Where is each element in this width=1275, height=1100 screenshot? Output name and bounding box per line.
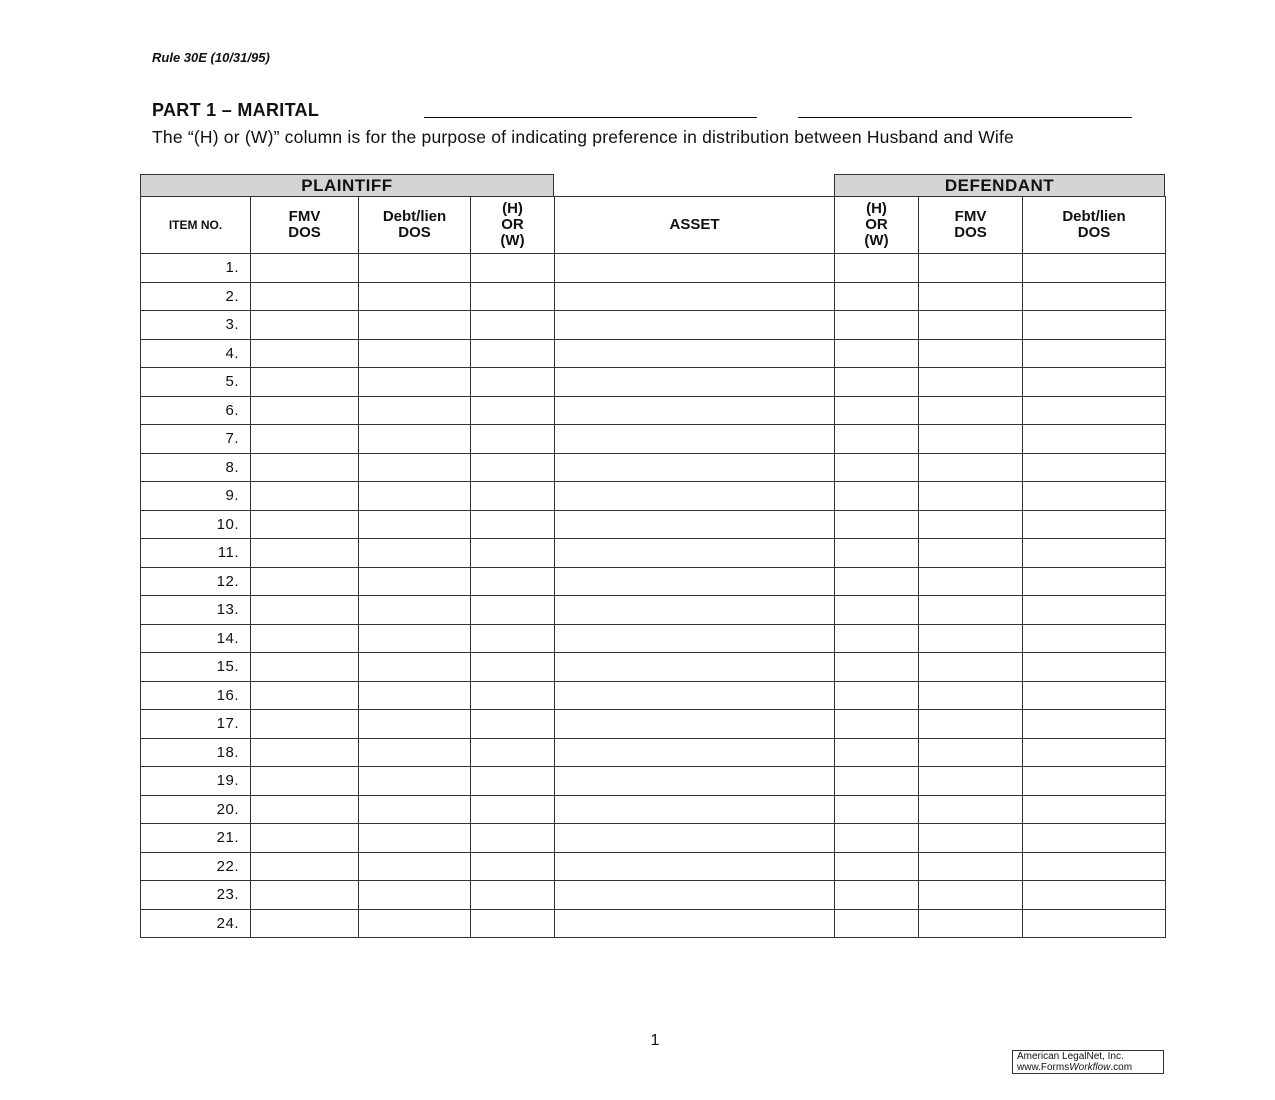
plaintiff-hw-cell[interactable]	[471, 852, 555, 881]
item-number: 9.	[141, 482, 251, 511]
table-row	[141, 425, 1166, 454]
plaintiff-fmv-cell[interactable]	[251, 510, 359, 539]
plaintiff-hw-cell[interactable]	[471, 254, 555, 283]
plaintiff-debt-cell[interactable]	[359, 453, 471, 482]
asset-cell[interactable]	[555, 795, 835, 824]
item-number: 17.	[141, 710, 251, 739]
page-number: 1	[650, 1032, 660, 1049]
plaintiff-fmv-cell[interactable]	[251, 425, 359, 454]
item-number: 20.	[141, 795, 251, 824]
plaintiff-hw-cell[interactable]	[471, 596, 555, 625]
item-number: 23.	[141, 881, 251, 910]
plaintiff-hw-cell[interactable]	[471, 368, 555, 397]
asset-cell[interactable]	[555, 596, 835, 625]
plaintiff-hw-cell[interactable]	[471, 539, 555, 568]
plaintiff-hw-cell[interactable]	[471, 824, 555, 853]
asset-cell[interactable]	[555, 681, 835, 710]
plaintiff-debt-cell[interactable]	[359, 624, 471, 653]
defendant-debt-cell[interactable]	[1023, 425, 1166, 454]
col-defendant-hw: (H) OR (W)	[835, 197, 919, 254]
defendant-debt-cell[interactable]	[1023, 795, 1166, 824]
plaintiff-hw-cell[interactable]	[471, 624, 555, 653]
defendant-debt-cell[interactable]	[1023, 396, 1166, 425]
plaintiff-fmv-cell[interactable]	[251, 852, 359, 881]
plaintiff-hw-cell[interactable]	[471, 767, 555, 796]
defendant-debt-cell[interactable]	[1023, 339, 1166, 368]
asset-cell[interactable]	[555, 653, 835, 682]
table-row	[141, 539, 1166, 568]
plaintiff-fmv-cell[interactable]	[251, 311, 359, 340]
defendant-debt-cell[interactable]	[1023, 596, 1166, 625]
defendant-debt-cell[interactable]	[1023, 482, 1166, 511]
defendant-fmv-cell[interactable]	[919, 738, 1023, 767]
plaintiff-debt-cell[interactable]	[359, 795, 471, 824]
table-row	[141, 710, 1166, 739]
asset-table	[140, 196, 1166, 938]
plaintiff-hw-cell[interactable]	[471, 339, 555, 368]
defendant-debt-cell[interactable]	[1023, 510, 1166, 539]
defendant-hw-cell[interactable]	[835, 311, 919, 340]
plaintiff-fmv-cell[interactable]	[251, 767, 359, 796]
asset-cell[interactable]	[555, 510, 835, 539]
table-row	[141, 881, 1166, 910]
plaintiff-hw-cell[interactable]	[471, 282, 555, 311]
item-number: 7.	[141, 425, 251, 454]
plaintiff-fmv-cell[interactable]	[251, 710, 359, 739]
asset-cell[interactable]	[555, 339, 835, 368]
item-number: 16.	[141, 681, 251, 710]
defendant-fmv-cell[interactable]	[919, 767, 1023, 796]
asset-cell[interactable]	[555, 254, 835, 283]
plaintiff-debt-cell[interactable]	[359, 852, 471, 881]
plaintiff-hw-cell[interactable]	[471, 567, 555, 596]
defendant-debt-cell[interactable]	[1023, 738, 1166, 767]
item-number: 19.	[141, 767, 251, 796]
defendant-debt-cell[interactable]	[1023, 567, 1166, 596]
publisher-name: American LegalNet, Inc.	[1017, 1051, 1124, 1062]
defendant-fmv-cell[interactable]	[919, 510, 1023, 539]
defendant-hw-cell[interactable]	[835, 396, 919, 425]
plaintiff-hw-cell[interactable]	[471, 453, 555, 482]
defendant-debt-cell[interactable]	[1023, 881, 1166, 910]
plaintiff-debt-cell[interactable]	[359, 510, 471, 539]
plaintiff-debt-cell[interactable]	[359, 653, 471, 682]
defendant-hw-cell[interactable]	[835, 453, 919, 482]
defendant-hw-cell[interactable]	[835, 824, 919, 853]
defendant-fmv-cell[interactable]	[919, 539, 1023, 568]
plaintiff-debt-cell[interactable]	[359, 425, 471, 454]
item-number: 22.	[141, 852, 251, 881]
asset-cell[interactable]	[555, 282, 835, 311]
plaintiff-debt-cell[interactable]	[359, 254, 471, 283]
item-number: 2.	[141, 282, 251, 311]
plaintiff-fmv-cell[interactable]	[251, 824, 359, 853]
table-row	[141, 339, 1166, 368]
column-header-row	[141, 197, 1166, 254]
defendant-hw-cell[interactable]	[835, 254, 919, 283]
plaintiff-debt-cell[interactable]	[359, 368, 471, 397]
table-row	[141, 596, 1166, 625]
plaintiff-fmv-cell[interactable]	[251, 539, 359, 568]
defendant-fmv-cell[interactable]	[919, 254, 1023, 283]
defendant-fmv-cell[interactable]	[919, 824, 1023, 853]
asset-cell[interactable]	[555, 624, 835, 653]
plaintiff-debt-cell[interactable]	[359, 710, 471, 739]
plaintiff-fmv-cell[interactable]	[251, 624, 359, 653]
defendant-hw-cell[interactable]	[835, 681, 919, 710]
defendant-debt-cell[interactable]	[1023, 539, 1166, 568]
defendant-hw-cell[interactable]	[835, 653, 919, 682]
plaintiff-debt-cell[interactable]	[359, 482, 471, 511]
defendant-header: DEFENDANT	[834, 174, 1165, 197]
item-number: 11.	[141, 539, 251, 568]
asset-cell[interactable]	[555, 482, 835, 511]
item-number: 8.	[141, 453, 251, 482]
instructions-text: The “(H) or (W)” column is for the purpose of indicating preference in distribution between Husband and Wife	[152, 127, 1014, 147]
table-row	[141, 767, 1166, 796]
item-number: 12.	[141, 567, 251, 596]
defendant-debt-cell[interactable]	[1023, 311, 1166, 340]
defendant-fmv-cell[interactable]	[919, 282, 1023, 311]
defendant-fmv-cell[interactable]	[919, 795, 1023, 824]
asset-cell[interactable]	[555, 425, 835, 454]
defendant-fmv-cell[interactable]	[919, 368, 1023, 397]
defendant-hw-cell[interactable]	[835, 710, 919, 739]
plaintiff-hw-cell[interactable]	[471, 881, 555, 910]
plaintiff-fmv-cell[interactable]	[251, 282, 359, 311]
table-row	[141, 482, 1166, 511]
col-asset: ASSET	[555, 197, 835, 254]
table-row	[141, 852, 1166, 881]
defendant-fmv-cell[interactable]	[919, 482, 1023, 511]
defendant-hw-cell[interactable]	[835, 567, 919, 596]
defendant-hw-cell[interactable]	[835, 339, 919, 368]
item-number: 13.	[141, 596, 251, 625]
plaintiff-debt-cell[interactable]	[359, 396, 471, 425]
item-number: 5.	[141, 368, 251, 397]
defendant-fmv-cell[interactable]	[919, 852, 1023, 881]
plaintiff-debt-cell[interactable]	[359, 539, 471, 568]
plaintiff-debt-cell[interactable]	[359, 909, 471, 938]
plaintiff-fmv-cell[interactable]	[251, 795, 359, 824]
plaintiff-fmv-cell[interactable]	[251, 396, 359, 425]
defendant-hw-cell[interactable]	[835, 482, 919, 511]
blank-line-1[interactable]	[424, 117, 757, 118]
plaintiff-fmv-cell[interactable]	[251, 653, 359, 682]
table-row	[141, 254, 1166, 283]
col-plaintiff-debt: Debt/lien DOS	[359, 197, 471, 254]
col-plaintiff-hw: (H) OR (W)	[471, 197, 555, 254]
table-row	[141, 567, 1166, 596]
defendant-debt-cell[interactable]	[1023, 909, 1166, 938]
plaintiff-debt-cell[interactable]	[359, 738, 471, 767]
defendant-debt-cell[interactable]	[1023, 681, 1166, 710]
plaintiff-fmv-cell[interactable]	[251, 453, 359, 482]
table-row	[141, 453, 1166, 482]
defendant-hw-cell[interactable]	[835, 539, 919, 568]
asset-cell[interactable]	[555, 710, 835, 739]
defendant-hw-cell[interactable]	[835, 624, 919, 653]
plaintiff-fmv-cell[interactable]	[251, 738, 359, 767]
item-number: 24.	[141, 909, 251, 938]
defendant-hw-cell[interactable]	[835, 767, 919, 796]
defendant-fmv-cell[interactable]	[919, 567, 1023, 596]
defendant-fmv-cell[interactable]	[919, 681, 1023, 710]
table-row	[141, 624, 1166, 653]
asset-cell[interactable]	[555, 567, 835, 596]
asset-cell[interactable]	[555, 738, 835, 767]
defendant-fmv-cell[interactable]	[919, 653, 1023, 682]
table-row	[141, 653, 1166, 682]
item-number: 3.	[141, 311, 251, 340]
plaintiff-hw-cell[interactable]	[471, 909, 555, 938]
asset-cell[interactable]	[555, 824, 835, 853]
plaintiff-debt-cell[interactable]	[359, 596, 471, 625]
col-defendant-fmv: FMV DOS	[919, 197, 1023, 254]
plaintiff-fmv-cell[interactable]	[251, 681, 359, 710]
plaintiff-fmv-cell[interactable]	[251, 482, 359, 511]
defendant-hw-cell[interactable]	[835, 368, 919, 397]
plaintiff-hw-cell[interactable]	[471, 738, 555, 767]
defendant-fmv-cell[interactable]	[919, 909, 1023, 938]
plaintiff-hw-cell[interactable]	[471, 681, 555, 710]
plaintiff-hw-cell[interactable]	[471, 482, 555, 511]
table-row	[141, 738, 1166, 767]
defendant-debt-cell[interactable]	[1023, 767, 1166, 796]
plaintiff-hw-cell[interactable]	[471, 653, 555, 682]
plaintiff-fmv-cell[interactable]	[251, 254, 359, 283]
asset-cell[interactable]	[555, 767, 835, 796]
item-number: 15.	[141, 653, 251, 682]
defendant-debt-cell[interactable]	[1023, 453, 1166, 482]
publisher-footer	[1012, 1050, 1164, 1074]
table-body	[141, 254, 1166, 938]
table-row	[141, 824, 1166, 853]
plaintiff-debt-cell[interactable]	[359, 282, 471, 311]
plaintiff-debt-cell[interactable]	[359, 567, 471, 596]
item-number: 4.	[141, 339, 251, 368]
defendant-debt-cell[interactable]	[1023, 710, 1166, 739]
defendant-fmv-cell[interactable]	[919, 453, 1023, 482]
item-number: 1.	[141, 254, 251, 283]
table-row	[141, 909, 1166, 938]
plaintiff-hw-cell[interactable]	[471, 311, 555, 340]
col-plaintiff-fmv: FMV DOS	[251, 197, 359, 254]
defendant-debt-cell[interactable]	[1023, 368, 1166, 397]
defendant-fmv-cell[interactable]	[919, 339, 1023, 368]
asset-cell[interactable]	[555, 396, 835, 425]
col-defendant-debt: Debt/lien DOS	[1023, 197, 1166, 254]
table-row	[141, 368, 1166, 397]
plaintiff-debt-cell[interactable]	[359, 339, 471, 368]
item-number: 21.	[141, 824, 251, 853]
plaintiff-hw-cell[interactable]	[471, 795, 555, 824]
defendant-hw-cell[interactable]	[835, 881, 919, 910]
defendant-hw-cell[interactable]	[835, 909, 919, 938]
plaintiff-debt-cell[interactable]	[359, 824, 471, 853]
asset-cell[interactable]	[555, 881, 835, 910]
plaintiff-header: PLAINTIFF	[140, 174, 554, 197]
defendant-fmv-cell[interactable]	[919, 710, 1023, 739]
defendant-fmv-cell[interactable]	[919, 425, 1023, 454]
item-number: 6.	[141, 396, 251, 425]
table-row	[141, 510, 1166, 539]
table-row	[141, 795, 1166, 824]
table-row	[141, 396, 1166, 425]
table-row	[141, 311, 1166, 340]
defendant-hw-cell[interactable]	[835, 510, 919, 539]
defendant-debt-cell[interactable]	[1023, 653, 1166, 682]
part-title: PART 1 – MARITAL	[152, 100, 320, 120]
defendant-hw-cell[interactable]	[835, 282, 919, 311]
defendant-debt-cell[interactable]	[1023, 624, 1166, 653]
publisher-url: www.FormsWorkflow.com	[1017, 1061, 1133, 1073]
plaintiff-debt-cell[interactable]	[359, 767, 471, 796]
defendant-debt-cell[interactable]	[1023, 852, 1166, 881]
defendant-fmv-cell[interactable]	[919, 396, 1023, 425]
plaintiff-fmv-cell[interactable]	[251, 596, 359, 625]
plaintiff-hw-cell[interactable]	[471, 396, 555, 425]
plaintiff-debt-cell[interactable]	[359, 881, 471, 910]
defendant-debt-cell[interactable]	[1023, 282, 1166, 311]
plaintiff-fmv-cell[interactable]	[251, 368, 359, 397]
plaintiff-fmv-cell[interactable]	[251, 339, 359, 368]
defendant-fmv-cell[interactable]	[919, 624, 1023, 653]
blank-line-2[interactable]	[798, 117, 1132, 118]
item-number: 18.	[141, 738, 251, 767]
plaintiff-fmv-cell[interactable]	[251, 909, 359, 938]
item-number: 10.	[141, 510, 251, 539]
asset-cell[interactable]	[555, 852, 835, 881]
asset-cell[interactable]	[555, 539, 835, 568]
defendant-debt-cell[interactable]	[1023, 824, 1166, 853]
defendant-hw-cell[interactable]	[835, 852, 919, 881]
defendant-fmv-cell[interactable]	[919, 311, 1023, 340]
rule-reference: Rule 30E (10/31/95)	[152, 50, 270, 65]
asset-cell[interactable]	[555, 453, 835, 482]
defendant-fmv-cell[interactable]	[919, 596, 1023, 625]
plaintiff-hw-cell[interactable]	[471, 710, 555, 739]
table-row	[141, 282, 1166, 311]
defendant-debt-cell[interactable]	[1023, 254, 1166, 283]
defendant-hw-cell[interactable]	[835, 425, 919, 454]
defendant-hw-cell[interactable]	[835, 738, 919, 767]
plaintiff-debt-cell[interactable]	[359, 681, 471, 710]
plaintiff-debt-cell[interactable]	[359, 311, 471, 340]
defendant-hw-cell[interactable]	[835, 795, 919, 824]
plaintiff-fmv-cell[interactable]	[251, 567, 359, 596]
col-item-no: ITEM NO.	[141, 197, 251, 254]
item-number: 14.	[141, 624, 251, 653]
plaintiff-fmv-cell[interactable]	[251, 881, 359, 910]
plaintiff-hw-cell[interactable]	[471, 425, 555, 454]
asset-cell[interactable]	[555, 909, 835, 938]
asset-cell[interactable]	[555, 311, 835, 340]
defendant-fmv-cell[interactable]	[919, 881, 1023, 910]
asset-cell[interactable]	[555, 368, 835, 397]
defendant-hw-cell[interactable]	[835, 596, 919, 625]
table-row	[141, 681, 1166, 710]
plaintiff-hw-cell[interactable]	[471, 510, 555, 539]
